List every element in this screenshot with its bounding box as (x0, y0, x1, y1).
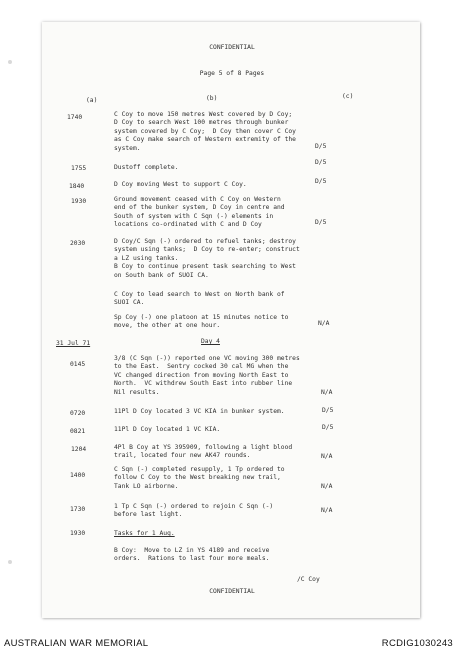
entry-1740-time: 1740 (67, 114, 83, 121)
entry-1755-text: Dustoff complete. (114, 164, 179, 171)
entry-1400-text: C Sqn (-) completed resupply, 1 Tp ordered to follow C Coy to the West breaking new trail, Tank LO airborne. (114, 466, 285, 490)
entry-1204-time: 1204 (71, 446, 87, 453)
entry-1740-ref: D/5 (315, 143, 327, 150)
entry-1840-time: 1840 (69, 183, 85, 190)
entry-2030-text: D Coy/C Sqn (-) ordered to refuel tanks; destroy system using tanks; D Coy to re-enter; construct a LZ using tanks. B Coy to continue present task searching to West on South bank of SUOI CA. (114, 238, 300, 279)
entry-1204-text: 4Pl B Coy at YS 395909, following a light blood trail, located four new AK47 rounds. (114, 444, 293, 460)
footer-record-id: RCDIG1030243 (381, 638, 453, 649)
entry-1755-ref: D/5 (315, 159, 327, 166)
entry-1730-ref: N/A (321, 507, 333, 514)
entry-1930b-text: Tasks for 1 Aug. (114, 530, 175, 537)
day-label: Day 4 (201, 338, 220, 345)
entry-1400-ref: N/A (321, 483, 333, 490)
entry-sp-coy-text: Sp Coy (-) one platoon at 15 minutes notice to move, the other at one hour. (114, 314, 289, 330)
entry-0720-time: 0720 (70, 410, 86, 417)
entry-sp-coy-ref: N/A (318, 320, 330, 327)
column-c-header: (c) (342, 93, 354, 100)
column-a-header: (a) (86, 97, 98, 104)
footer-institution: AUSTRALIAN WAR MEMORIAL (4, 638, 149, 649)
entry-1730-time: 1730 (70, 506, 86, 513)
entry-1840-ref: D/5 (315, 178, 327, 185)
entry-1755-time: 1755 (71, 165, 87, 172)
binder-hole-bottom (8, 560, 12, 564)
entry-0145-text: 3/8 (C Sqn (-)) reported one VC moving 300 metres to the East. Sentry cocked 30 cal MG when the VC changed direction from moving North East to North. VC withdrew South East into rubber line Nil results. (114, 355, 300, 396)
entry-1204-ref: N/A (321, 453, 333, 460)
entry-1930-ref: D/5 (315, 219, 327, 226)
entry-0720-text: 11Pl D Coy located 3 VC KIA in bunker system. (114, 408, 285, 415)
entry-1730-text: 1 Tp C Sqn (-) ordered to rejoin C Sqn (-) before last light. (114, 503, 274, 519)
day-date: 31 Jul 71 (56, 340, 91, 347)
entry-b-coy-text: B Coy: Move to LZ in YS 4189 and receive orders. Rations to last four more meals. (114, 547, 270, 563)
page-number: Page 5 of 8 Pages (199, 70, 265, 77)
classification-bottom: CONFIDENTIAL (209, 588, 255, 595)
continued-marker: /C Coy (297, 576, 320, 583)
entry-c-coy-lead-text: C Coy to lead search to West on North bank of SUOI CA. (114, 291, 285, 307)
entry-1930-time: 1930 (71, 198, 87, 205)
entry-0821-ref: D/5 (322, 424, 334, 431)
entry-0821-text: 11Pl D Coy located 1 VC KIA. (114, 426, 221, 433)
document-page (42, 22, 420, 618)
archive-footer (0, 630, 457, 654)
entry-1840-text: D Coy moving West to support C Coy. (114, 181, 247, 188)
entry-0821-time: 0821 (70, 428, 86, 435)
entry-0145-time: 0145 (70, 361, 86, 368)
entry-1930-text: Ground movement ceased with C Coy on Western end of the bunker system, D Coy in centre and South of system with C Sqn (-) elements in locations co-ordinated with C and D Coy (114, 196, 285, 229)
entry-1930b-time: 1930 (70, 530, 86, 537)
entry-0720-ref: D/5 (322, 407, 334, 414)
binder-hole-top (8, 60, 12, 64)
entry-0145-ref: N/A (321, 389, 333, 396)
column-b-header: (b) (206, 95, 218, 102)
entry-1740-text: C Coy to move 150 metres West covered by D Coy; D Coy to search West 100 metres through bunker system covered by C Coy; D Coy then cover C Coy as C Coy make search of Western extremity of the system. (114, 111, 296, 152)
entry-2030-time: 2030 (70, 240, 86, 247)
classification-top: CONFIDENTIAL (209, 44, 255, 51)
entry-1400-time: 1400 (70, 472, 86, 479)
